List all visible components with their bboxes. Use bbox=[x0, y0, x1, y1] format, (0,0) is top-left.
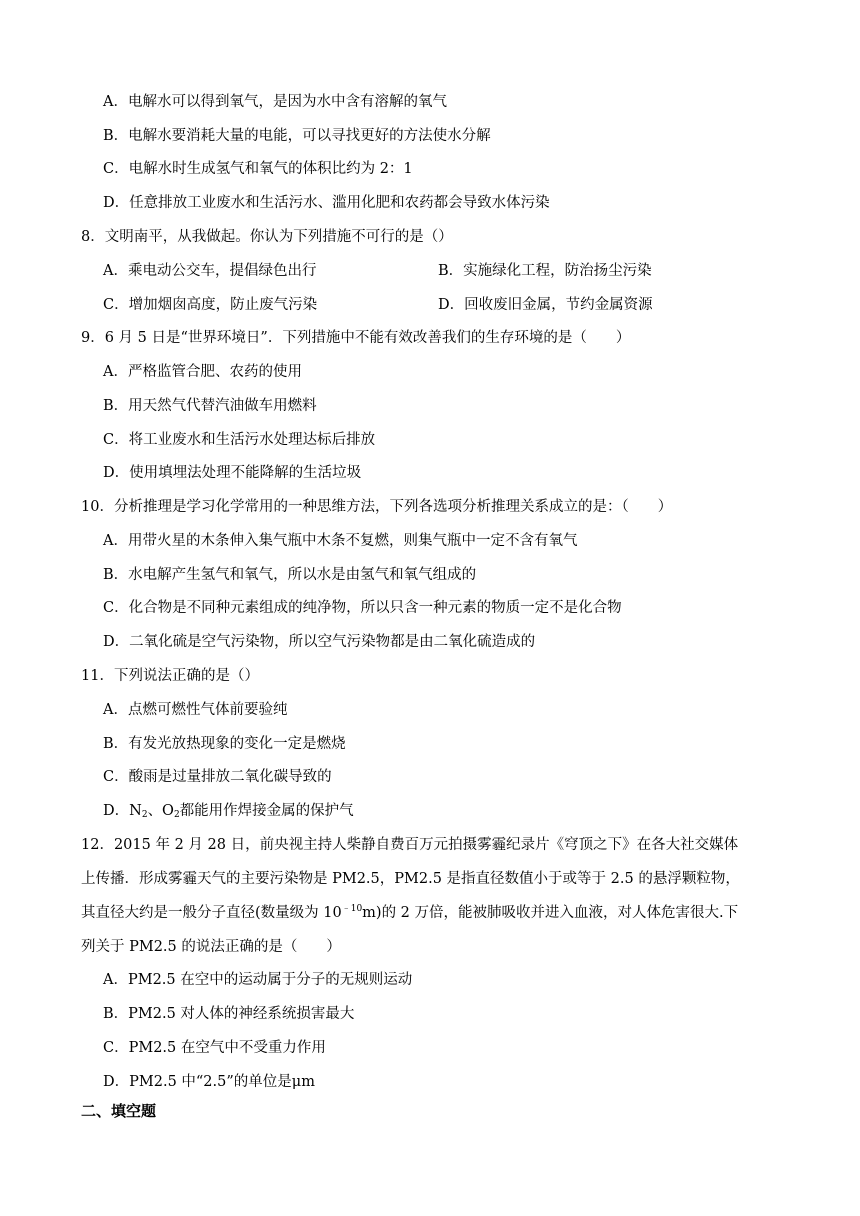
q12-stem-line-1: 12．2015 年 2 月 28 日，前央视主持人柴静自费百万元拍摄雾霾纪录片《穹顶之下》在各大社交媒体 bbox=[81, 837, 739, 853]
q9-option-b: B．用天然气代替汽油做车用燃料 bbox=[103, 398, 317, 414]
q9-option-c: C．将工业废水和生活污水处理达标后排放 bbox=[103, 432, 376, 448]
q8-option-d: D．回收废旧金属，节约金属资源 bbox=[438, 297, 653, 313]
exponent: ﹣10 bbox=[341, 904, 363, 914]
q11-option-d-mid: 、O bbox=[147, 803, 174, 819]
q11-option-d bbox=[103, 801, 354, 821]
q12-option-b: B．PM2.5 对人体的神经系统损害最大 bbox=[103, 1006, 355, 1022]
q12-option-c: C．PM2.5 在空气中不受重力作用 bbox=[103, 1040, 326, 1056]
q9-option-d: D．使用填埋法处理不能降解的生活垃圾 bbox=[103, 465, 362, 481]
q10-option-a: A．用带火星的木条伸入集气瓶中木条不复燃，则集气瓶中一定不含有氧气 bbox=[103, 533, 578, 549]
q9-option-a: A．严格监管合肥、农药的使用 bbox=[103, 364, 302, 380]
q11-option-d-prefix: D．N bbox=[103, 803, 142, 819]
q7-option-d: D．任意排放工业废水和生活污水、滥用化肥和农药都会导致水体污染 bbox=[103, 195, 550, 211]
q7-option-c: C．电解水时生成氢气和氧气的体积比约为 2：1 bbox=[103, 161, 413, 177]
q12-stem-line-3 bbox=[81, 903, 738, 923]
q8-option-b: B．实施绿化工程，防治扬尘污染 bbox=[438, 263, 652, 279]
q8-stem: 8．文明南平，从我做起。你认为下列措施不可行的是（） bbox=[81, 229, 453, 245]
q12-option-a: A．PM2.5 在空中的运动属于分子的无规则运动 bbox=[103, 972, 413, 988]
q10-option-b: B．水电解产生氢气和氧气，所以水是由氢气和氧气组成的 bbox=[103, 567, 477, 583]
q7-option-a: A．电解水可以得到氧气，是因为水中含有溶解的氧气 bbox=[103, 94, 447, 110]
section-heading: 二、填空题 bbox=[81, 1102, 157, 1120]
q11-option-a: A．点燃可燃性气体前要验纯 bbox=[103, 702, 288, 718]
q10-stem: 10．分析推理是学习化学常用的一种思维方法，下列各选项分析推理关系成立的是：（ ） bbox=[81, 499, 673, 515]
q10-option-d: D．二氧化硫是空气污染物，所以空气污染物都是由二氧化硫造成的 bbox=[103, 634, 536, 650]
subscript-2: 2 bbox=[141, 810, 148, 820]
q11-option-c: C．酸雨是过量排放二氧化碳导致的 bbox=[103, 769, 332, 785]
q12-stem-line-4: 列关于 PM2.5 的说法正确的是（ ） bbox=[81, 939, 341, 955]
q11-option-b: B．有发光放热现象的变化一定是燃烧 bbox=[103, 736, 346, 752]
q12-stem-line-3-suffix: m)的 2 万倍，能被肺吸收并进入血液，对人体危害很大.下 bbox=[362, 905, 739, 921]
q9-stem: 9．6 月 5 日是“世界环境日”．下列措施中不能有效改善我们的生存环境的是（ ） bbox=[81, 330, 631, 346]
subscript-2: 2 bbox=[173, 810, 180, 820]
q11-option-d-suffix: 都能用作焊接金属的保护气 bbox=[179, 803, 354, 819]
q12-option-d: D．PM2.5 中“2.5”的单位是μm bbox=[103, 1074, 315, 1090]
q8-option-a: A．乘电动公交车，提倡绿色出行 bbox=[103, 263, 317, 279]
q10-option-c: C．化合物是不同种元素组成的纯净物，所以只含一种元素的物质一定不是化合物 bbox=[103, 600, 622, 616]
q8-option-c: C．增加烟囱高度，防止废气污染 bbox=[103, 297, 318, 313]
q12-stem-line-2: 上传播．形成雾霾天气的主要污染物是 PM2.5，PM2.5 是指直径数值小于或等于 2.5 的悬浮颗粒物， bbox=[81, 871, 740, 887]
q11-stem: 11．下列说法正确的是（） bbox=[81, 668, 259, 684]
q7-option-b: B．电解水要消耗大量的电能，可以寻找更好的方法使水分解 bbox=[103, 128, 491, 144]
q12-stem-line-3-prefix: 其直径大约是一般分子直径(数量级为 10 bbox=[81, 905, 342, 921]
